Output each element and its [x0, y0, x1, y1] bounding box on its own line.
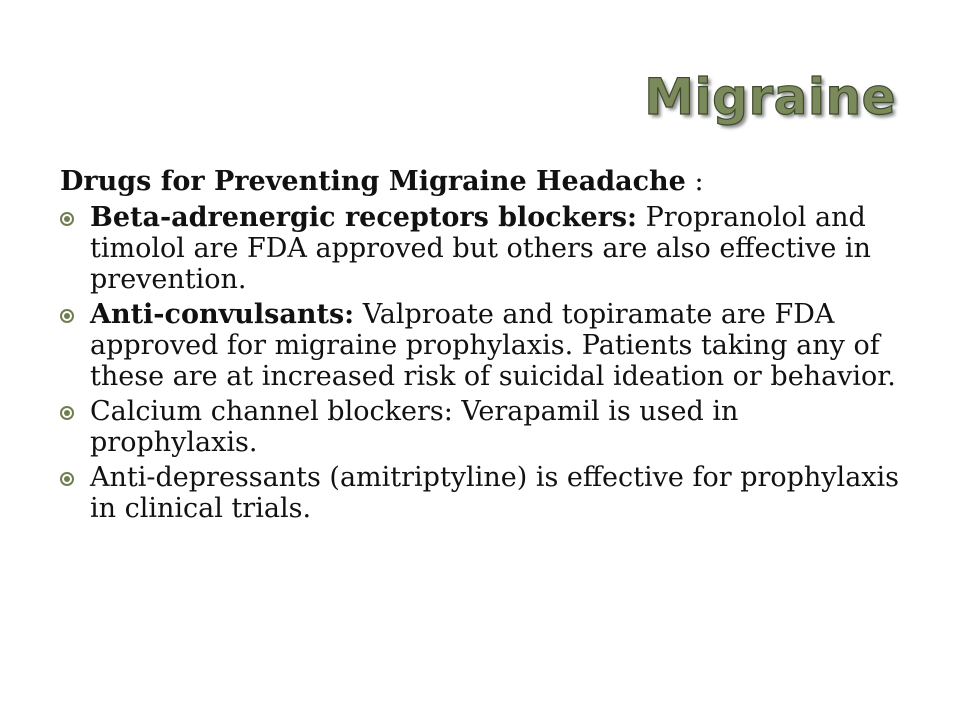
slide-content [60, 166, 900, 528]
bullet-term: Anti-convulsants: [90, 299, 355, 331]
bullet-term: Beta-adrenergic receptors blockers: [90, 202, 638, 234]
target-bullet-icon [60, 212, 74, 226]
bullet-item-calcium-channel-blockers [60, 396, 900, 458]
heading-suffix: : [685, 166, 704, 197]
bullet-text: Valproate and topiramate are FDA approved for migraine prophylaxis. Patients taking any of these are at increased risk of suicidal ideation or behavior. [90, 299, 896, 393]
bullet-list [60, 202, 900, 524]
content-heading [60, 166, 900, 198]
bullet-text: Calcium channel blockers: Verapamil is used in prophylaxis. [90, 396, 739, 459]
target-bullet-icon [60, 472, 74, 486]
bullet-text: Anti-depressants (amitriptyline) is effective for prophylaxis in clinical trials. [90, 462, 900, 525]
target-bullet-icon [60, 309, 74, 323]
target-bullet-icon [60, 406, 74, 420]
bullet-item-antidepressants [60, 462, 900, 524]
slide-title: Migraine [644, 68, 896, 126]
heading-text: Drugs for Preventing Migraine Headache [60, 166, 686, 197]
bullet-text: Propranolol and timolol are FDA approved but others are also effective in prevention. [90, 202, 871, 296]
bullet-item-anticonvulsants [60, 299, 900, 392]
bullet-item-beta-blockers [60, 202, 900, 295]
